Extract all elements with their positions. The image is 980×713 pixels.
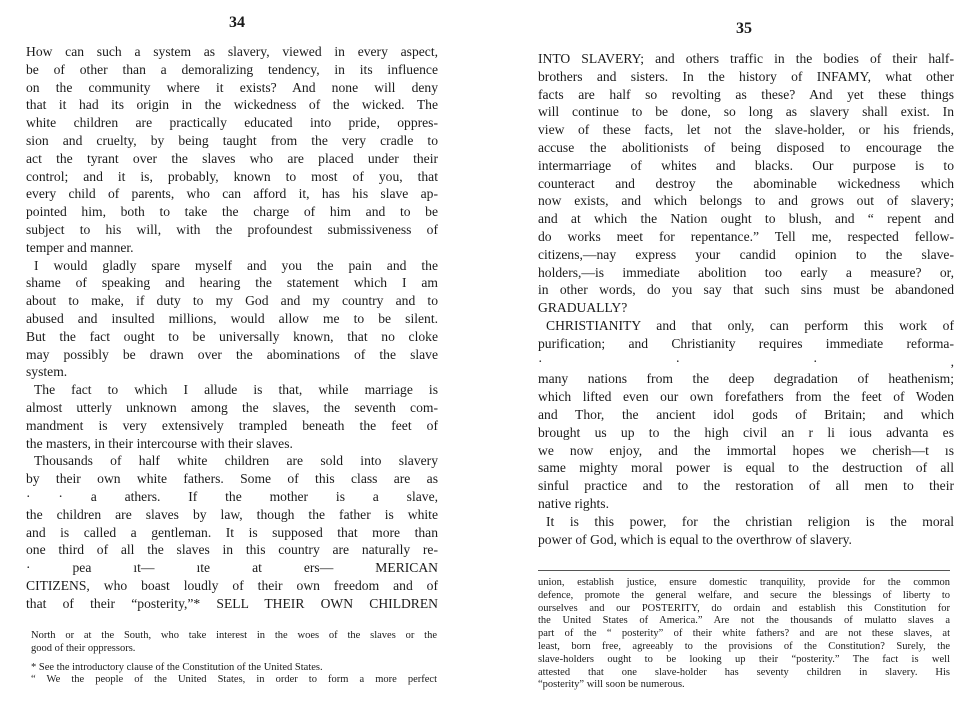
text-line: holders,—is immediate abolition too early a measure? or, xyxy=(538,264,954,280)
text-line: accuse the abolitionists of being disposed to encourage the xyxy=(538,139,954,155)
text-line: How can such a system as slavery, viewed in every aspect, xyxy=(26,44,438,59)
text-line: · · · , xyxy=(538,353,954,369)
text-line: brought us up to the high civil an r li ious advanta es xyxy=(538,424,954,440)
page-body xyxy=(538,50,954,548)
text-line: intermarriage of whites and blacks. Our purpose is to xyxy=(538,157,954,173)
text-line: control; and it is, probably, known to most of you, that xyxy=(26,168,438,184)
text-line: we now enjoy, and the immortal hopes we cherish—t ıs xyxy=(538,442,954,458)
footnotes xyxy=(538,577,950,692)
footnote-line: part of the “ posterity” of their white fathers? and are not these slaves, at xyxy=(538,628,950,640)
text-line: and Thor, the ancient idol gods of Britain; and which xyxy=(538,406,954,422)
text-line: that it had its origin in the wickedness of the wicked. The xyxy=(26,97,438,113)
footnote-line: slave-holders ought to be looking up their “posterity.” The fact is well xyxy=(538,653,950,665)
text-line: do works meet for repentance.” Tell me, respected fellow- xyxy=(538,228,954,244)
footnotes xyxy=(31,630,437,687)
text-line: the children are slaves by law, though the father is white xyxy=(26,506,438,522)
page-body xyxy=(26,43,438,613)
text-line: sion and cruelty, by being taught from the very cradle to xyxy=(26,132,438,148)
text-line: pointed him, both to take the charge of him and to be xyxy=(26,204,438,220)
text-line: The fact to which I allude is that, while marriage is xyxy=(34,382,438,398)
text-line: abused and insulted millions, would allow me to be silent. xyxy=(26,310,438,326)
text-line: be of other than a demoralizing tendency, in its influence xyxy=(26,61,438,77)
footnote-line: ourselves and our POSTERITY, do ordain and establish this Constitution for xyxy=(538,602,950,614)
text-line: facts are half so revolting as these? And yet these things xyxy=(538,86,954,102)
text-line: CHRISTIANITY and that only, can perform this work of xyxy=(546,317,954,333)
text-line: I would gladly spare myself and you the pain and the xyxy=(34,257,438,273)
text-line: many nations from the deep degradation of heathenism; xyxy=(538,371,954,387)
text-line: sinful practice and to the restoration of all men to their xyxy=(538,478,954,494)
footnote-line: “ We the people of the United States, in order to form a more perfect xyxy=(31,674,437,686)
text-line: GRADUALLY? xyxy=(538,300,628,316)
text-line: counteract and destroy the abominable wickedness which xyxy=(538,175,954,191)
text-line: on the community where it exists? And none will deny xyxy=(26,79,438,95)
text-line: about to make, if duty to my God and my country and to xyxy=(26,293,438,309)
text-line: that of their “posterity,”* SELL THEIR OWN CHILDREN xyxy=(26,595,438,611)
text-line: same mighty moral power is equal to the destruction of all xyxy=(538,460,954,476)
text-line: native rights. xyxy=(538,495,609,511)
footnote-divider xyxy=(538,570,950,571)
text-line: act the tyrant over the slaves who are placed under their xyxy=(26,150,438,166)
text-line: system. xyxy=(26,364,68,380)
text-line: by their own white fathers. Some of this class are as xyxy=(26,471,438,487)
text-line: shame of speaking and hearing the statement which I am xyxy=(26,275,438,291)
page-number: 34 xyxy=(229,14,245,31)
text-line: Thousands of half white children are sold into slavery xyxy=(34,453,438,469)
text-line: one third of all the slaves in this country are naturally re- xyxy=(26,542,438,558)
text-line: every child of parents, who can afford it, has his slave ap- xyxy=(26,186,438,202)
text-line: brothers and sisters. In the history of INFAMY, what other xyxy=(538,68,954,84)
footnote-line: defence, promote the general welfare, and secure the blessings of liberty to xyxy=(538,589,950,601)
text-line: · · a athers. If the mother is a slave, xyxy=(26,488,438,504)
text-line: power of God, which is equal to the overthrow of slavery. xyxy=(538,531,852,547)
text-line: INTO SLAVERY; and others traffic in the bodies of their half- xyxy=(538,51,954,66)
text-line: which lifted even our own forefathers from the feet of Woden xyxy=(538,389,954,405)
text-line: view of these facts, let not the slave-holder, or his friends, xyxy=(538,122,954,138)
footnote-line: * See the introductory clause of the Constitution of the United States. xyxy=(31,661,323,673)
text-line: mandment is very extensively trampled beneath the feet of xyxy=(26,417,438,433)
footnote-line: North or at the South, who take interest in the woes of the slaves or the xyxy=(31,630,437,641)
text-line: But the fact ought to be universally known, that no cloke xyxy=(26,328,438,344)
text-line: · pea ıt— ıte at ers— MERICAN xyxy=(26,560,438,576)
footnote-line: good of their oppressors. xyxy=(31,642,136,654)
text-line: temper and manner. xyxy=(26,239,134,255)
text-line: now exists, and which belongs to and grows out of slavery; xyxy=(538,193,954,209)
text-line: CITIZENS, who boast loudly of their own freedom and of xyxy=(26,577,438,593)
footnote-line: attested that one slave-holder has seventy children in slavery. His xyxy=(538,666,950,678)
text-line: It is this power, for the christian religion is the moral xyxy=(546,513,954,529)
text-line: white children are practically educated into pride, oppres- xyxy=(26,115,438,131)
text-line: and is called a gentleman. It is supposed that more than xyxy=(26,524,438,540)
text-line: citizens,—nay express your candid opinion to the slave- xyxy=(538,246,954,262)
page-number: 35 xyxy=(736,20,752,37)
footnote-line: union, establish justice, ensure domestic tranquility, provide for the common xyxy=(538,577,950,588)
right-page xyxy=(490,0,980,713)
text-line: and at which the Nation ought to blush, and “ repent and xyxy=(538,211,954,227)
footnote-line: the United States of America.” Are not the thousands of mulatto slaves a xyxy=(538,615,950,627)
footnote-line: least, born free, agreeably to the provisions of the Constitution? Surely, the xyxy=(538,640,950,652)
text-line: may possibly be drawn over the abominations of the slave xyxy=(26,346,438,362)
text-line: purification; and Christianity requires immediate reforma- xyxy=(538,335,954,351)
text-line: almost utterly unknown among the slaves, the seventh com- xyxy=(26,399,438,415)
text-line: the masters, in their intercourse with their slaves. xyxy=(26,435,293,451)
footnote-line: “posterity” will soon be numerous. xyxy=(538,679,685,691)
text-line: in other words, do you say that such sins must be abandoned xyxy=(538,282,954,298)
text-line: will continue to be done, so long as slavery shall exist. In xyxy=(538,104,954,120)
text-line: subject to his will, with the profoundest submissiveness of xyxy=(26,221,438,237)
